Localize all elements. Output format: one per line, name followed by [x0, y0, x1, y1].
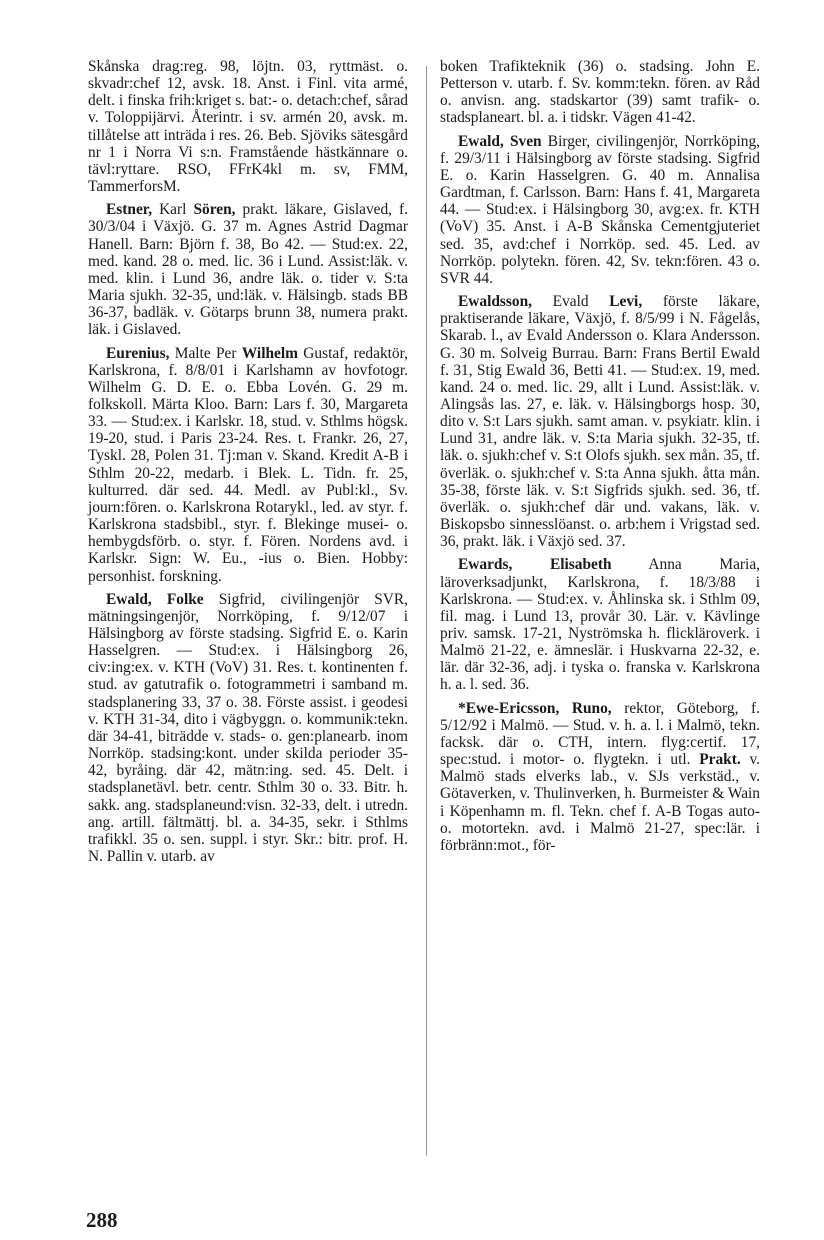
page-number: 288 — [86, 1208, 118, 1232]
entry-text: Sigfrid, civilingenjör SVR, mätningsingenjör, Norrköping, f. 9/12/07 i Hälsingborg av förste stadsing. Sigfrid E. o. Karin Hasselgren. — Stud:ex. i Hälsingborg 26, civ:ing:ex. v. KTH (VoV) 31. Res. t. kontinenten f. stud. av gatutrafik o. fotogrammetri i samband m. stadsplanering 33, 37 o. 38. Förste assist. i geodesi v. KTH 31-34, dito i vägbyggn. o. kommunik:tekn. där 34-41, biträdde v. stads- o. gen:planearb. inom Norrköp. stadsing:kont. under skilda perioder 35-42, byråing. där 42, mätn:ing. sed. 45. Delt. i stadsplanetävl. betr. centr. Sthlm 30 o. 33. Bitr. h. sakk. ang. stadsplaneund:visn. 32-33, delt. i utredn. ang. artill. fältmättj. bl. a. 34-35, sekr. i Sthlms trafikkl. 35 o. sen. suppl. i styr. Skr.: bitr. prof. H. N. Pallin v. utarb. av — [88, 590, 409, 866]
entry-ewald-folke — [88, 591, 408, 866]
entry-text: Anna Maria, läroverksadjunkt, Karlskrona, f. 18/3/88 i Karlskrona. — Stud:ex. v. Åhlinska sk. i Sthlm 09, fil. mag. i Lund 13, provår 30. Lär. v. Kävlinge priv. samsk. 17-21, Nyströmska h. flickläroverk. i Malmö 21-22, e. ämneslär. i Huskvarna 22-32, e. lär. där 32-36, adj. i tyska o. franska v. Karlskrona h. a. l. sed. 36. — [440, 556, 760, 694]
entry-surname: Eurenius, — [106, 344, 170, 362]
entry-continuation — [440, 58, 760, 127]
entry-ewald-sven — [440, 133, 760, 287]
entry-given-names: Malte Per — [169, 344, 242, 362]
right-column — [440, 58, 760, 860]
entry-continuation — [88, 58, 408, 195]
entry-text: Skånska drag:reg. 98, löjtn. 03, ryttmäst. o. skvadr:chef 12, avsk. 18. Anst. i Finl. vita armé, delt. i finska frih:kriget s. bat:- o. detach:chef, sårad v. Toloppijärvi. Återintr. i sv. armén 20, avsk. m. tillåtelse att inträda i res. 26. Beb. Sjöviks sätesgård nr 1 i Norra Vi s:n. Framstående hästkännare o. tävl:ryttare. RSO, FFrK4kl m. sv, FMM, TammerforsM. — [88, 58, 408, 196]
entry-text: prakt. läkare, Gislaved, f. 30/3/04 i Växjö. G. 37 m. Agnes Astrid Dagmar Hanell. Barn: Björn f. 38, Bo 42. — Stud:ex. 22, med. kand. 28 o. med. lic. 36 i Lund. Assist:läk. v. med. klin. i Lund 36, andre läk. o. tider v. S:ta Maria sjukh. 32-35, und:läk. v. Hälsingb. stads BB 36-37, badläk. v. Götarps brunn 38, numera prakt. läk. i Gislaved. — [88, 201, 408, 339]
entry-estner — [88, 201, 408, 338]
entry-given-names: rektor, Göteborg, f. 5/12/92 i Malmö. — Stud. v. h. a. l. i Malmö, tekn. facksk. där o. CTH, intern. flyg:certif. 17, spec:stud. i motor- o. flygtekn. i utl. — [440, 699, 760, 769]
entry-surname: Ewald, Sven — [458, 132, 542, 150]
entry-text: v. Malmö stads elverks lab., v. SJs verkstäd., v. Götaverken, v. Thulinverken, h. Burmeister & Wain i Köpenhamn m. fl. Tekn. chef f. A-B Togas auto- o. motortekn. avd. i Malmö 21-27, spec:lär. i förbränn:mot., för- — [440, 751, 761, 854]
entry-ewe-ericsson — [440, 700, 760, 854]
entry-surname: *Ewe-Ericsson, Runo, — [458, 699, 612, 717]
entry-text: Gustaf, redaktör, Karlskrona, f. 8/8/01 i Karlshamn av hovfotogr. Wilhelm G. D. E. o. Ebba Lovén. G. 29 m. folkskoll. Märta Kloo. Barn: Lars f. 30, Margareta 33. — Stud:ex. i Karlskr. 18, stud. v. Sthlms högsk. 19-20, stud. i Paris 23-24. Res. t. Frankr. 26, 27, Tyskl. 28, Polen 31. Tj:man v. Skand. Kredit A-B i Sthlm 20-22, medarb. i Blek. L. Tidn. fr. 25, kulturred. där sed. 44. Medl. av Publ:kl., Sv. journ:fören. o. Karlskrona Rotarykl., led. av styr. f. Karlskrona stadsbibl., styr. f. Blekinge musei- o. hembygdsförb. o. styr. f. Fören. Nordens avd. i Karlskr. Sign: W. Eu., -ius o. Bien. Hobby: personhist. forskning. — [88, 344, 408, 585]
entry-bold-term: Prakt. — [699, 751, 741, 769]
entry-eurenius — [88, 345, 408, 585]
column-divider — [426, 66, 427, 1156]
entry-surname: Ewards, Elisabeth — [458, 556, 612, 574]
entry-surname: Estner, — [106, 201, 153, 219]
entry-text: boken Trafikteknik (36) o. stadsing. John E. Petterson v. utarb. f. Sv. komm:tekn. fören. av Råd o. anvisn. ang. stadskartor (39) samt trafik- o. stadsplaneart. bl. a. i tidskr. Vägen 41-42. — [440, 58, 760, 127]
entry-calling-name: Levi, — [609, 293, 643, 311]
left-column — [88, 58, 408, 871]
entry-given-names: Karl — [152, 201, 194, 219]
entry-given-names: Evald — [532, 293, 610, 311]
entry-calling-name: Wilhelm — [241, 344, 298, 362]
entry-calling-name: Sören, — [193, 201, 236, 219]
entry-surname: Ewald, Folke — [106, 590, 204, 608]
entry-surname: Ewaldsson, — [458, 293, 532, 311]
entry-text: förste läkare, praktiserande läkare, Växjö, f. 8/5/99 i N. Fågelås, Skarab. l., av Evald Andersson o. Klara Andersson. G. 30 m. Solveig Burrau. Barn: Frans Bertil Ewald f. 31, Stig Ewald 36, Betti 41. — Stud:ex. 19, med. kand. 24 o. med. lic. 29, allt i Lund. Assist:läk. v. Alingsås las. 27, e. läk. v. Hälsingborgs hosp. 30, dito v. S:t Lars sjukh. samt aman. v. psykiatr. klin. i Lund 31, andre läk. v. S:ta Maria sjukh. 32-35, tf. läk. o. sjukh:chef v. S:t Olofs sjukh. sex mån. 35, tf. överläk. o. sjukh:chef v. S:ta Anna sjukh. åtta mån. 35-38, förste läk. v. S:t Sigfrids sjukh. sed. 36, tf. överläk. o. sjukh:chef där und. vakans, läk. v. Biskopsbo sinnesslöanst. o. arb:hem i Vrigstad sed. 36, prakt. läk. i Växjö sed. 37. — [440, 293, 760, 551]
entry-text: Birger, civilingenjör, Norrköping, f. 29/3/11 i Hälsingborg av förste stadsing. Sigfrid E. o. Karin Hasselgren. G. 40 m. Annalisa Gardtman, f. Carlsson. Barn: Hans f. 41, Margareta 44. — Stud:ex. i Hälsingborg 30, avg:ex. fr. KTH (VoV) 35. Anst. i A-B Skånska Cementgjuteriet sed. 35, avd:chef i Norrköp. sed. 45. Led. av Norrköp. polytekn. fören. 42, Sv. tekn:fören. 43 o. SVR 44. — [440, 132, 760, 287]
entry-ewards — [440, 556, 760, 693]
entry-ewaldsson — [440, 293, 760, 550]
